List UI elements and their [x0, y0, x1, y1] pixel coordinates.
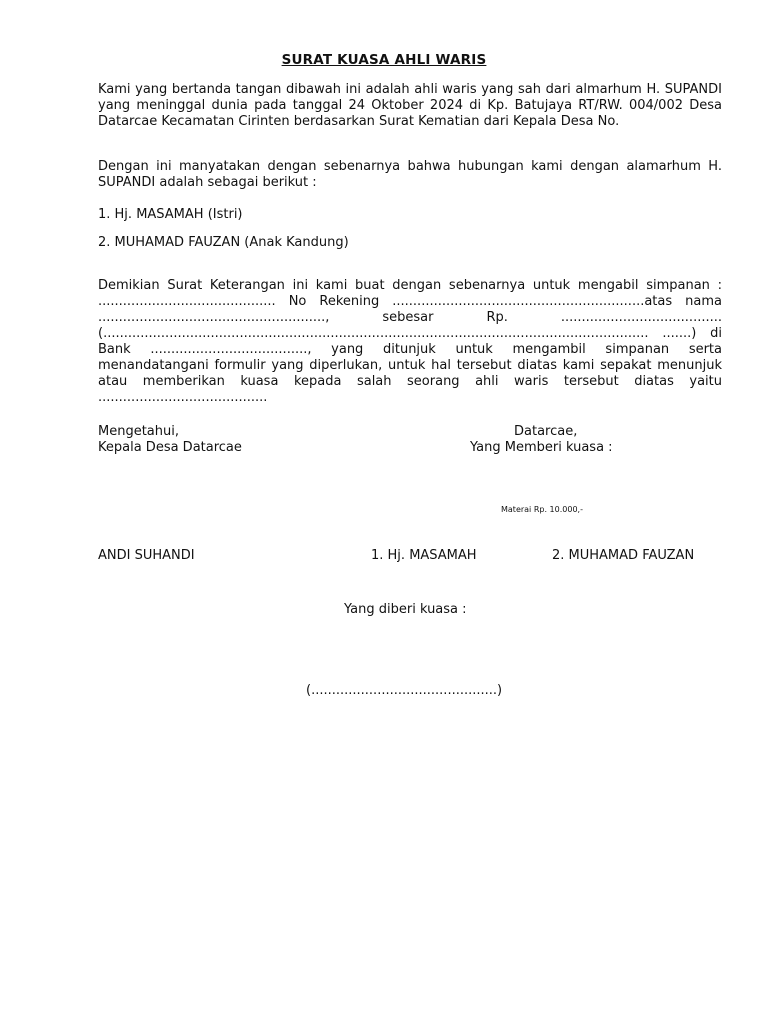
acknowledged-label: Mengetahui, [98, 424, 179, 439]
heir-item-1: 1. Hj. MASAMAH (Istri) [98, 207, 243, 222]
place-label: Datarcae, [514, 424, 578, 439]
village-head-title: Kepala Desa Datarcae [98, 440, 242, 455]
grantor-label: Yang Memberi kuasa : [470, 440, 613, 455]
village-head-name: ANDI SUHANDI [98, 548, 195, 563]
relation-paragraph: Dengan ini manyatakan dengan sebenarnya bahwa hubungan kami dengan alamarhum H. SUPANDI adalah sebagai berikut : [98, 159, 722, 190]
heir-item-2: 2. MUHAMAD FAUZAN (Anak Kandung) [98, 235, 349, 250]
stamp-note: Materai Rp. 10.000,- [501, 505, 583, 514]
grantor-2-name: 2. MUHAMAD FAUZAN [552, 548, 695, 563]
intro-paragraph: Kami yang bertanda tangan dibawah ini adalah ahli waris yang sah dari almarhum H. SUPANDI yang meninggal dunia pada tanggal 24 Oktober 2024 di Kp. Batujaya RT/RW. 004/002 Desa Datarcae Kecamatan Cirinten berdasarkan Surat Kematian dari Kepala Desa No. [98, 82, 722, 129]
statement-paragraph: Demikian Surat Keterangan ini kami buat dengan sebenarnya untuk mengabil simpanan : ........................................... No Rekening .............................................................atas nama ......................................................., sebesar Rp. ....................................... (.................................................................................................................................... .......) di Bank ......................................, yang ditunjuk untuk mengambil simpanan serta menandatangani formulir yang diperlukan, untuk hal tersebut diatas kami sepakat menunjuk atau memberikan kuasa kepada salah seorang ahli waris tersebut diatas yaitu ......................................... [98, 278, 722, 405]
document-title: SURAT KUASA AHLI WARIS [281, 52, 487, 68]
grantor-1-name: 1. Hj. MASAMAH [371, 548, 477, 563]
grantee-signature-blank: (.............................................) [306, 683, 503, 698]
grantee-label: Yang diberi kuasa : [344, 602, 467, 617]
